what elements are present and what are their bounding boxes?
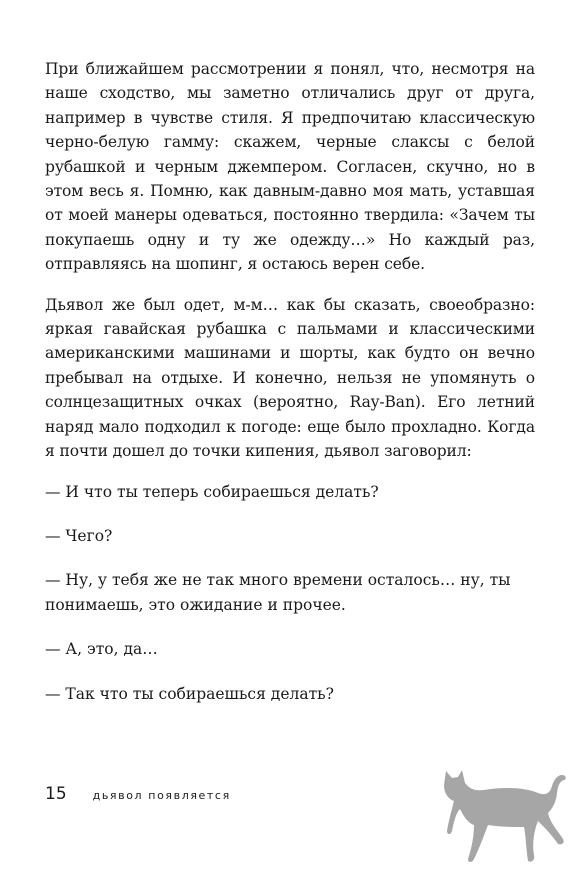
page-text xyxy=(45,57,535,726)
paragraph-1: При ближайшем рассмотрении я понял, что, несмотря на наше сходство, мы заметно отличались друг от друга, например в чувстве стиля. Я предпочитаю классическую черно-белую гамму: скажем, черные слаксы с белой рубашкой и черным джемпером. Согласен, скучно, но в этом весь я. Помню, как давным-давно моя мать, уставшая от моей манеры одеваться, постоянно твердила: «Зачем ты покупаешь одну и ту же одежду…» Но каждый раз, отправляясь на шопинг, я остаюсь верен себе. xyxy=(45,60,535,274)
running-title: дьявол появляется xyxy=(92,789,231,802)
dialogue-line-4: — А, это, да… xyxy=(45,640,158,659)
dialogue-line-1: — И что ты теперь собираешься делать? xyxy=(45,482,379,501)
page-footer xyxy=(45,784,231,808)
dialogue-line-5: — Так что ты собираешься делать? xyxy=(45,684,334,703)
dialogue-line-2: — Чего? xyxy=(45,526,113,545)
paragraph-2: Дьявол же был одет, м-м… как бы сказать, своеобразно: яркая гавайская рубашка с пальмами и классическими американскими машинами и шорты, как будто он вечно пребывал на отдыхе. И конечно, нельзя не упомянуть о солнцезащитных очках (вероятно, Ray-Ban). Его летний наряд мало подходил к погоде: еще было прохладно. Когда я почти дошел до точки кипения, дьявол заговорил: xyxy=(45,295,535,461)
dialogue-line-3: — Ну, у тебя же не так много времени осталось… ну, ты понимаешь, это ожидание и прочее. xyxy=(45,571,511,614)
page-number: 15 xyxy=(45,784,67,804)
cat-silhouette-icon xyxy=(440,765,570,870)
